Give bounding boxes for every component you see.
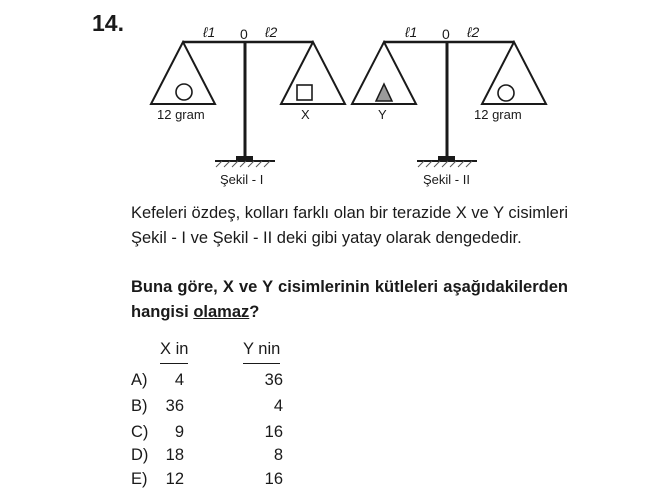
col-x-header-text: X in — [160, 340, 189, 358]
arm-right-label-1: ℓ2 — [265, 24, 278, 40]
choice-x-value: 36 — [165, 397, 184, 415]
choice-letter: D) — [131, 446, 149, 464]
arm-left-label-1: ℓ1 — [203, 24, 216, 40]
triangle-object-icon — [376, 84, 392, 101]
left-pan-label-1: 12 gram — [157, 107, 205, 122]
choice-letter: E) — [131, 470, 148, 488]
choice-letter: C) — [131, 423, 149, 441]
pivot-label-1: 0 — [240, 26, 248, 42]
pivot-label-2: 0 — [442, 26, 450, 42]
left-pan-label-2: Y — [378, 107, 387, 122]
prompt-underlined: olamaz — [193, 303, 250, 321]
question-stem: Kefeleri özdeş, kolları farklı olan bir terazide X ve Y cisimleri Şekil - I ve Şekil - II deki gibi yatay olarak dengededir. — [131, 204, 568, 247]
right-pan-label-1: X — [301, 107, 310, 122]
arm-right-label-2: ℓ2 — [467, 24, 480, 40]
choice-y-value: 16 — [264, 470, 283, 488]
figure-1 — [151, 24, 345, 187]
choice-x-value: 12 — [165, 470, 184, 488]
choice-x-value: 9 — [174, 423, 184, 441]
question-number: 14. — [92, 10, 124, 36]
circle-object-icon — [498, 85, 514, 101]
prompt-end: ? — [249, 303, 260, 321]
choice-letter: B) — [131, 397, 148, 415]
figure-caption-2: Şekil - II — [423, 172, 470, 187]
choice-x-value: 4 — [174, 371, 184, 389]
circle-object-icon — [176, 84, 192, 100]
figure-2 — [352, 24, 546, 187]
choice-y-value: 16 — [264, 423, 283, 441]
right-pan-1 — [281, 42, 345, 104]
choice-x-value: 18 — [165, 446, 184, 464]
right-pan-label-2: 12 gram — [474, 107, 522, 122]
choice-letter: A) — [131, 371, 148, 389]
prompt-text: Buna göre, X ve Y cisimlerinin kütleleri aşağıdakilerden hangisi — [131, 278, 568, 321]
choice-y-value: 8 — [273, 446, 283, 464]
col-y-rule — [243, 363, 280, 364]
figure-caption-1: Şekil - I — [220, 172, 264, 187]
col-y-header — [243, 340, 280, 364]
left-pan-1 — [151, 42, 215, 104]
question-prompt — [131, 275, 568, 325]
balance-figures — [0, 0, 658, 200]
col-x-header — [160, 340, 188, 364]
choice-y-value: 4 — [273, 397, 283, 415]
arm-left-label-2: ℓ1 — [405, 24, 418, 40]
col-y-header-text: Y nin — [243, 340, 281, 358]
square-object-icon — [297, 85, 312, 100]
choice-y-value: 36 — [264, 371, 283, 389]
col-x-rule — [160, 363, 188, 364]
